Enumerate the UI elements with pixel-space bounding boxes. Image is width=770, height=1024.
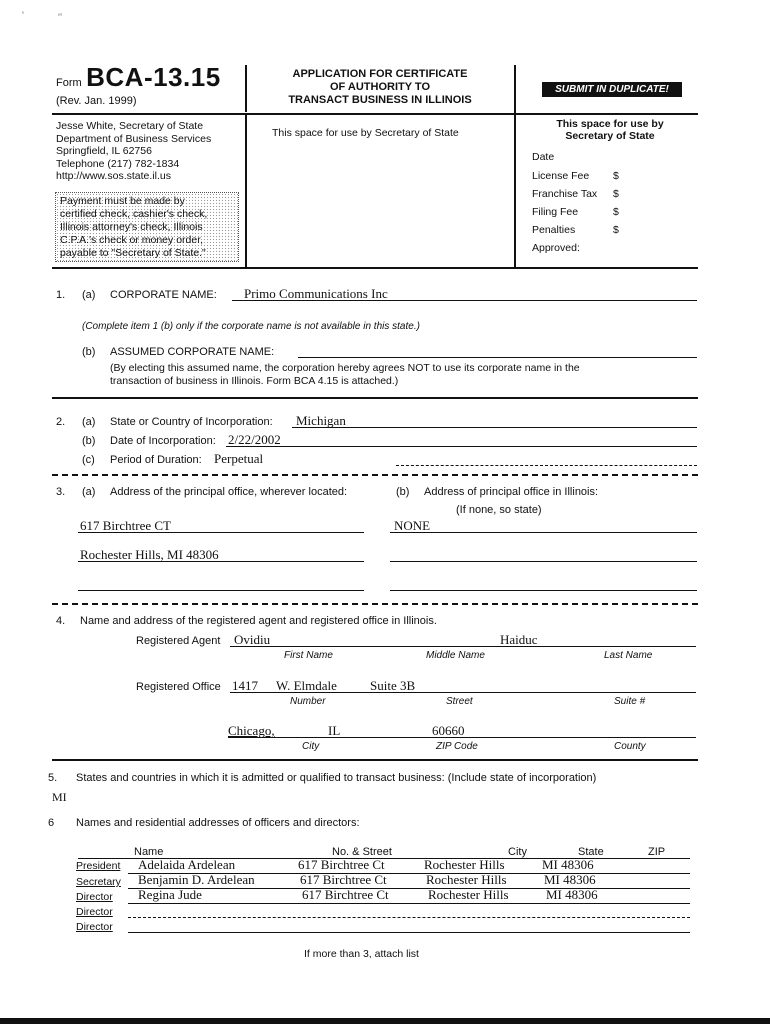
officer-state-zip[interactable]: MI 48306 (544, 872, 596, 887)
payment-notice (55, 192, 239, 262)
office-number[interactable]: 1417 (232, 678, 258, 693)
office-street[interactable]: W. Elmdale (276, 678, 337, 693)
office-info (56, 120, 211, 183)
form-id-block (56, 62, 246, 93)
scan-bottom-edge (0, 1018, 770, 1024)
middle-name-caption: Middle Name (426, 650, 485, 661)
city-caption: City (302, 741, 320, 752)
sos-use-text: This space for use by Secretary of State (272, 127, 459, 139)
incorporation-state-value[interactable]: Michigan (296, 413, 346, 428)
officer-street[interactable]: 617 Birchtree Ct (300, 872, 387, 887)
office-suite[interactable]: Suite 3B (370, 678, 416, 693)
principal-office-label: Address of the principal office, wherever located: (110, 486, 348, 498)
item-marker: (b) (396, 486, 410, 498)
sos-box-title (540, 118, 680, 142)
fee-dollar: $ (613, 188, 619, 200)
officer-role: Director (76, 891, 113, 903)
item-marker: (c) (82, 454, 95, 466)
fee-label: Filing Fee (532, 206, 579, 218)
assumed-name-desc (110, 362, 580, 388)
officer-name[interactable]: Regina Jude (138, 887, 202, 902)
officer-state-zip[interactable]: MI 48306 (546, 887, 598, 902)
illinois-office-label: Address of principal office in Illinois: (424, 486, 599, 498)
item-marker: (a) (82, 416, 96, 428)
incorporation-date-value[interactable]: 2/22/2002 (228, 432, 281, 447)
sos-box-title-line: This space for use by (556, 118, 664, 130)
officer-row-line[interactable] (128, 932, 690, 933)
header-bottom-rule (52, 267, 698, 269)
corporate-name-value[interactable]: Primo Communications Inc (244, 286, 388, 301)
fee-label: Penalties (532, 224, 576, 236)
office-line: Department of Business Services (56, 132, 212, 145)
principal-address-line (78, 590, 364, 591)
officers-label: Names and residential addresses of officers and directors: (76, 817, 360, 829)
payment-line: C.P.A.'s check or money order, (60, 234, 204, 246)
form-revision: (Rev. Jan. 1999) (56, 95, 137, 107)
item-number: 4. (56, 615, 66, 627)
duration-value[interactable]: Perpetual (214, 451, 264, 466)
fee-label: Franchise Tax (532, 188, 598, 200)
sos-date-label: Date (532, 151, 555, 163)
officer-role: Director (76, 906, 113, 918)
col-header-zip: ZIP (648, 846, 666, 858)
item1-note: (Complete item 1 (b) only if the corporate name is not available in this state.) (82, 321, 420, 332)
fee-label: License Fee (532, 170, 590, 182)
payment-line: certified check, cashier's check, (60, 208, 208, 220)
item-marker: (a) (82, 486, 96, 498)
officer-role: President (76, 860, 121, 872)
section-rule (52, 397, 698, 399)
officer-name[interactable]: Benjamin D. Ardelean (138, 872, 255, 887)
incorporation-date-label: Date of Incorporation: (110, 435, 216, 447)
registered-agent-line (230, 646, 696, 647)
incorporation-state-label: State or Country of Incorporation: (110, 416, 273, 428)
officer-role: Director (76, 921, 113, 933)
assumed-name-line[interactable] (298, 357, 697, 358)
agent-last-name[interactable]: Haiduc (500, 632, 538, 647)
office-line: Telephone (217) 782-1834 (56, 157, 180, 170)
fee-dollar: $ (613, 224, 619, 236)
col-header-state: State (578, 846, 604, 858)
street-caption: Street (446, 696, 473, 707)
fee-dollar: $ (613, 206, 619, 218)
header-rule (52, 113, 698, 115)
approved-label: Approved: (532, 242, 580, 254)
officer-row-line (128, 888, 690, 889)
first-name-caption: First Name (284, 650, 333, 661)
form-number: BCA-13.15 (86, 62, 221, 92)
county-caption: County (614, 741, 646, 752)
header-divider-left (245, 65, 247, 112)
col-header-street: No. & Street (332, 846, 392, 858)
office-state[interactable]: IL (328, 723, 341, 738)
assumed-desc-line: transaction of business in Illinois. Form BCA 4.15 is attached.) (110, 375, 399, 387)
officer-row-line[interactable] (128, 917, 690, 918)
form-title-line: OF AUTHORITY TO (329, 81, 431, 93)
illinois-office-note: (If none, so state) (456, 504, 542, 516)
item-number: 2. (56, 416, 66, 428)
office-line: http://www.sos.state.il.us (56, 170, 171, 182)
principal-address-value[interactable]: 617 Birchtree CT (80, 518, 171, 533)
number-caption: Number (290, 696, 326, 707)
registered-office-label: Registered Office (136, 681, 221, 693)
payment-line: Payment must be made by (60, 195, 185, 207)
assumed-desc-line: (By electing this assumed name, the corporation hereby agrees NOT to use its corporate name in the (110, 362, 580, 374)
last-name-caption: Last Name (604, 650, 653, 661)
qualified-states-value[interactable]: MI (52, 790, 67, 804)
item-number: 5. (48, 772, 58, 784)
officer-street[interactable]: 617 Birchtree Ct (298, 857, 385, 872)
payment-line: Illinois attorney's check, Illinois (60, 221, 203, 233)
suite-caption: Suite # (614, 696, 646, 707)
form-word: Form (56, 77, 82, 89)
assumed-name-label: ASSUMED CORPORATE NAME: (110, 346, 275, 358)
col-header-city: City (508, 846, 527, 858)
incorporation-date-line (226, 446, 697, 447)
office-city[interactable]: Chicago, (228, 723, 275, 738)
corporate-name-label: CORPORATE NAME: (110, 289, 217, 301)
zip-caption: ZIP Code (436, 741, 478, 752)
attach-list-note: If more than 3, attach list (304, 948, 419, 960)
illinois-address-line (390, 532, 697, 533)
item-number: 3. (56, 486, 66, 498)
officer-city[interactable]: Rochester Hills (426, 872, 507, 887)
qualified-states-label: States and countries in which it is admitted or qualified to transact business: (Include state of incorporation) (76, 772, 597, 784)
item-marker: (b) (82, 435, 96, 447)
form-title-line: TRANSACT BUSINESS IN ILLINOIS (288, 94, 472, 106)
office-line: Springfield, IL 62756 (56, 145, 152, 157)
duration-label: Period of Duration: (110, 454, 202, 466)
officer-row-line (128, 903, 690, 904)
item-number: 1. (56, 289, 66, 301)
agent-first-name[interactable]: Ovidiu (234, 632, 271, 647)
illinois-address-line (390, 561, 697, 562)
item-number: 6 (48, 817, 55, 829)
form-title-line: APPLICATION FOR CERTIFICATE (292, 68, 468, 80)
officer-role: Secretary (76, 876, 121, 888)
office-zip[interactable]: 60660 (432, 723, 465, 738)
header-divider-right (514, 65, 516, 267)
office-divider (245, 115, 247, 267)
officer-name[interactable]: Adelaida Ardelean (138, 857, 236, 872)
section-rule (52, 474, 698, 476)
scan-mark: ‘’ (58, 12, 62, 22)
illinois-address-value[interactable]: NONE (394, 518, 431, 533)
item-marker: (a) (82, 289, 96, 301)
payment-line: payable to "Secretary of State." (60, 247, 206, 259)
incorporation-state-line (292, 427, 697, 428)
officer-street[interactable]: 617 Birchtree Ct (302, 887, 389, 902)
officer-city[interactable]: Rochester Hills (428, 887, 509, 902)
item-marker: (b) (82, 346, 96, 358)
section-rule (52, 759, 698, 761)
office-line: Jesse White, Secretary of State (56, 120, 204, 132)
fee-dollar: $ (613, 170, 619, 182)
section-rule (52, 603, 698, 605)
duration-line (396, 465, 697, 466)
form-title (255, 68, 505, 107)
officer-state-zip[interactable]: MI 48306 (542, 857, 594, 872)
scan-mark: ‘ (22, 10, 24, 20)
registered-agent-section-label: Name and address of the registered agent and registered office in Illinois. (80, 615, 437, 627)
officer-city[interactable]: Rochester Hills (424, 857, 505, 872)
principal-address-value[interactable]: Rochester Hills, MI 48306 (80, 547, 219, 562)
sos-box-title-line: Secretary of State (565, 130, 655, 142)
registered-agent-label: Registered Agent (136, 635, 221, 647)
illinois-address-line (390, 590, 697, 591)
col-header-name: Name (134, 846, 164, 858)
submit-badge: SUBMIT IN DUPLICATE! (542, 82, 682, 97)
